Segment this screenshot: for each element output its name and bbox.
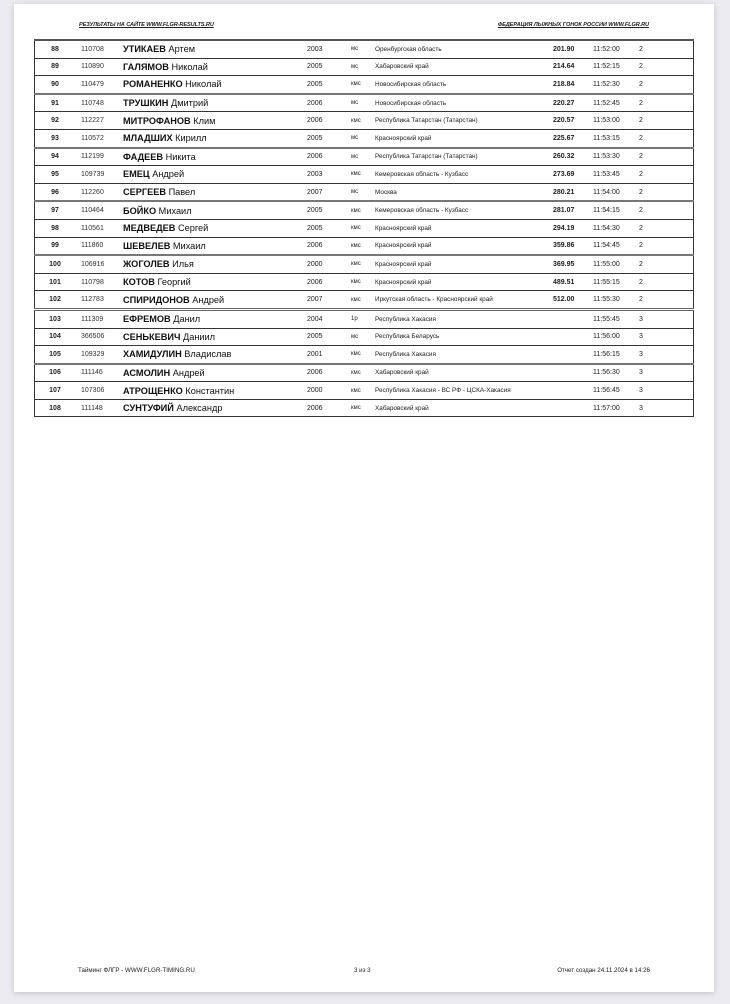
athlete-surname: СЕНЬКЕВИЧ — [123, 331, 181, 342]
athlete-surname: ХАМИДУЛИН — [123, 349, 182, 360]
athlete-surname: ТРУШКИН — [123, 98, 169, 109]
sport-rank-cell: кмс — [351, 166, 375, 184]
athlete-name-cell — [123, 201, 307, 219]
points-cell: 280.21 — [553, 183, 593, 201]
sport-rank-cell: мс — [351, 129, 375, 147]
start-group-cell: 2 — [639, 237, 694, 255]
start-group-cell: 2 — [639, 273, 694, 291]
athlete-code-cell: 112227 — [75, 112, 123, 130]
start-time-cell: 11:54:45 — [593, 237, 639, 255]
athlete-surname: ЕМЕЦ — [123, 169, 150, 180]
athlete-given-name: Андрей — [172, 367, 205, 378]
points-cell — [553, 382, 593, 400]
points-cell: 489.51 — [553, 273, 593, 291]
sport-rank-cell: мс — [351, 94, 375, 112]
athlete-surname: МЛАДШИХ — [123, 133, 173, 144]
athlete-given-name: Никита — [165, 151, 196, 162]
place-cell: 92 — [35, 112, 76, 130]
athlete-surname: СУНТУФИЙ — [123, 403, 174, 414]
points-cell: 369.95 — [553, 255, 593, 273]
athlete-given-name: Владислав — [184, 349, 232, 360]
birth-year-cell: 2005 — [307, 328, 351, 346]
athlete-given-name: Георгий — [157, 277, 191, 288]
table-row — [35, 237, 694, 255]
athlete-code-cell: 110890 — [75, 58, 123, 76]
start-group-cell: 2 — [639, 76, 694, 94]
table-row — [35, 364, 694, 382]
birth-year-cell: 2005 — [307, 129, 351, 147]
athlete-code-cell: 111309 — [75, 309, 123, 328]
sport-rank-cell: кмс — [351, 112, 375, 130]
place-cell: 89 — [35, 58, 76, 76]
athlete-surname: СЕРГЕЕВ — [123, 187, 166, 198]
birth-year-cell: 2007 — [307, 291, 351, 310]
region-cell: Оренбургская область — [375, 40, 553, 58]
athlete-name-cell — [123, 382, 307, 400]
document-page — [14, 4, 714, 992]
sport-rank-cell: кмс — [351, 237, 375, 255]
athlete-given-name: Сергей — [177, 223, 209, 234]
points-cell: 218.84 — [553, 76, 593, 94]
athlete-name-cell — [123, 328, 307, 346]
table-row — [35, 219, 694, 237]
athlete-code-cell: 110708 — [75, 40, 123, 58]
start-group-cell: 3 — [639, 309, 694, 328]
table-row — [35, 273, 694, 291]
birth-year-cell: 2006 — [307, 112, 351, 130]
athlete-name-cell — [123, 166, 307, 184]
birth-year-cell: 2005 — [307, 58, 351, 76]
sport-rank-cell: мс — [351, 183, 375, 201]
start-group-cell: 2 — [639, 58, 694, 76]
birth-year-cell: 2006 — [307, 148, 351, 166]
footer-report-created: Отчет создан 24.11.2024 в 14:26 — [557, 967, 650, 974]
sport-rank-cell: мс — [351, 40, 375, 58]
points-cell: 214.64 — [553, 58, 593, 76]
region-cell: Республика Татарстан (Татарстан) — [375, 112, 553, 130]
table-row — [35, 129, 694, 147]
table-row — [35, 382, 694, 400]
table-row — [35, 166, 694, 184]
birth-year-cell: 2006 — [307, 399, 351, 417]
table-row — [35, 309, 694, 328]
table-row — [35, 183, 694, 201]
place-cell: 93 — [35, 129, 76, 147]
table-row — [35, 76, 694, 94]
athlete-given-name: Артем — [168, 44, 196, 55]
start-group-cell: 3 — [639, 382, 694, 400]
points-cell: 273.69 — [553, 166, 593, 184]
region-cell: Кемеровская область - Кузбасс — [375, 201, 553, 219]
sport-rank-cell: мс — [351, 148, 375, 166]
footer-timing-credit: Тайминг ФЛГР - WWW.FLGR-TIMING.RU — [78, 967, 195, 974]
table-row — [35, 255, 694, 273]
place-cell: 98 — [35, 219, 76, 237]
place-cell: 107 — [35, 382, 76, 400]
table-row — [35, 40, 694, 58]
points-cell: 220.57 — [553, 112, 593, 130]
points-cell — [553, 346, 593, 364]
start-time-cell: 11:55:30 — [593, 291, 639, 310]
place-cell: 103 — [35, 309, 76, 328]
start-group-cell: 2 — [639, 94, 694, 112]
region-cell: Красноярский край — [375, 237, 553, 255]
start-list-body — [35, 40, 694, 417]
points-cell: 201.90 — [553, 40, 593, 58]
athlete-name-cell — [123, 94, 307, 112]
region-cell: Республика Хакасия — [375, 309, 553, 328]
region-cell: Красноярский край — [375, 255, 553, 273]
athlete-given-name: Даниил — [183, 331, 216, 342]
region-cell: Хабаровский край — [375, 58, 553, 76]
birth-year-cell: 2006 — [307, 273, 351, 291]
athlete-code-cell: 106916 — [75, 255, 123, 273]
athlete-name-cell — [123, 112, 307, 130]
start-time-cell: 11:56:30 — [593, 364, 639, 382]
sport-rank-cell: кмс — [351, 399, 375, 417]
place-cell: 104 — [35, 328, 76, 346]
athlete-code-cell: 110572 — [75, 129, 123, 147]
birth-year-cell: 2006 — [307, 364, 351, 382]
athlete-name-cell — [123, 237, 307, 255]
sport-rank-cell: 1р — [351, 309, 375, 328]
region-cell: Республика Хакасия — [375, 346, 553, 364]
place-cell: 97 — [35, 201, 76, 219]
sport-rank-cell: кмс — [351, 219, 375, 237]
start-time-cell: 11:56:45 — [593, 382, 639, 400]
start-group-cell: 2 — [639, 148, 694, 166]
athlete-name-cell — [123, 399, 307, 417]
athlete-code-cell: 112199 — [75, 148, 123, 166]
start-group-cell: 2 — [639, 291, 694, 310]
table-row — [35, 201, 694, 219]
athlete-code-cell: 111860 — [75, 237, 123, 255]
place-cell: 106 — [35, 364, 76, 382]
athlete-surname: УТИКАЕВ — [123, 44, 166, 55]
athlete-name-cell — [123, 40, 307, 58]
start-time-cell: 11:57:00 — [593, 399, 639, 417]
place-cell: 95 — [35, 166, 76, 184]
athlete-name-cell — [123, 183, 307, 201]
birth-year-cell: 2005 — [307, 201, 351, 219]
athlete-code-cell: 110464 — [75, 201, 123, 219]
region-cell: Республика Татарстан (Татарстан) — [375, 148, 553, 166]
points-cell — [553, 328, 593, 346]
region-cell: Красноярский край — [375, 273, 553, 291]
region-cell: Кемеровская область - Кузбасс — [375, 166, 553, 184]
start-time-cell: 11:53:15 — [593, 129, 639, 147]
athlete-given-name: Андрей — [152, 169, 185, 180]
sport-rank-cell: кмс — [351, 76, 375, 94]
athlete-given-name: Павел — [168, 187, 196, 198]
athlete-given-name: Илья — [172, 259, 194, 270]
table-row — [35, 94, 694, 112]
points-cell — [553, 364, 593, 382]
start-time-cell: 11:53:30 — [593, 148, 639, 166]
table-row — [35, 148, 694, 166]
start-group-cell: 2 — [639, 129, 694, 147]
points-cell — [553, 309, 593, 328]
place-cell: 101 — [35, 273, 76, 291]
start-time-cell: 11:53:45 — [593, 166, 639, 184]
athlete-name-cell — [123, 364, 307, 382]
athlete-code-cell: 112783 — [75, 291, 123, 310]
start-group-cell: 2 — [639, 201, 694, 219]
athlete-surname: ШЕВЕЛЕВ — [123, 240, 171, 251]
start-time-cell: 11:54:00 — [593, 183, 639, 201]
athlete-surname: МЕДВЕДЕВ — [123, 223, 176, 234]
start-time-cell: 11:56:00 — [593, 328, 639, 346]
footer-page-indicator: 3 из 3 — [354, 967, 371, 974]
athlete-given-name: Михаил — [172, 240, 206, 251]
birth-year-cell: 2005 — [307, 76, 351, 94]
sport-rank-cell: кмс — [351, 255, 375, 273]
athlete-given-name: Дмитрий — [170, 98, 209, 109]
start-list-table — [34, 39, 694, 417]
athlete-surname: СПИРИДОНОВ — [123, 294, 190, 305]
place-cell: 102 — [35, 291, 76, 310]
place-cell: 91 — [35, 94, 76, 112]
place-cell: 88 — [35, 40, 76, 58]
athlete-name-cell — [123, 129, 307, 147]
start-time-cell: 11:54:30 — [593, 219, 639, 237]
start-group-cell: 2 — [639, 219, 694, 237]
points-cell — [553, 399, 593, 417]
athlete-code-cell: 107306 — [75, 382, 123, 400]
athlete-code-cell: 366506 — [75, 328, 123, 346]
start-time-cell: 11:52:00 — [593, 40, 639, 58]
athlete-surname: ЕФРЕМОВ — [123, 314, 171, 325]
region-cell: Красноярский край — [375, 219, 553, 237]
athlete-surname: РОМАНЕНКО — [123, 79, 183, 90]
start-group-cell: 2 — [639, 166, 694, 184]
athlete-surname: АТРОЩЕНКО — [123, 385, 183, 396]
athlete-name-cell — [123, 219, 307, 237]
athlete-given-name: Михаил — [158, 205, 192, 216]
sport-rank-cell: кмс — [351, 273, 375, 291]
birth-year-cell: 2003 — [307, 40, 351, 58]
header-federation-site: ФЕДЕРАЦИЯ ЛЫЖНЫХ ГОНОК РОССИИ WWW.FLGR.RU — [497, 22, 649, 28]
sport-rank-cell: кмс — [351, 382, 375, 400]
athlete-surname: МИТРОФАНОВ — [123, 115, 191, 126]
birth-year-cell: 2004 — [307, 309, 351, 328]
athlete-name-cell — [123, 273, 307, 291]
athlete-given-name: Клим — [193, 115, 216, 126]
athlete-name-cell — [123, 148, 307, 166]
place-cell: 96 — [35, 183, 76, 201]
region-cell: Иркутская область - Красноярский край — [375, 291, 553, 310]
athlete-code-cell: 110798 — [75, 273, 123, 291]
start-group-cell: 2 — [639, 40, 694, 58]
table-row — [35, 399, 694, 417]
athlete-name-cell — [123, 58, 307, 76]
start-group-cell: 2 — [639, 183, 694, 201]
start-group-cell: 3 — [639, 364, 694, 382]
athlete-code-cell: 110748 — [75, 94, 123, 112]
points-cell: 512.00 — [553, 291, 593, 310]
points-cell: 220.27 — [553, 94, 593, 112]
table-row — [35, 291, 694, 310]
birth-year-cell: 2001 — [307, 346, 351, 364]
athlete-given-name: Кирилл — [175, 133, 207, 144]
athlete-surname: ЖОГОЛЕВ — [123, 259, 170, 270]
athlete-code-cell: 109329 — [75, 346, 123, 364]
table-row — [35, 58, 694, 76]
region-cell: Хабаровский край — [375, 399, 553, 417]
region-cell: Новосибирская область — [375, 94, 553, 112]
sport-rank-cell: мс — [351, 328, 375, 346]
start-group-cell: 3 — [639, 328, 694, 346]
athlete-given-name: Николай — [185, 79, 222, 90]
start-group-cell: 2 — [639, 112, 694, 130]
points-cell: 281.07 — [553, 201, 593, 219]
table-row — [35, 112, 694, 130]
athlete-code-cell: 110479 — [75, 76, 123, 94]
start-time-cell: 11:55:45 — [593, 309, 639, 328]
athlete-name-cell — [123, 291, 307, 310]
birth-year-cell: 2000 — [307, 382, 351, 400]
region-cell: Республика Беларусь — [375, 328, 553, 346]
region-cell: Хабаровский край — [375, 364, 553, 382]
sport-rank-cell: кмс — [351, 291, 375, 310]
birth-year-cell: 2006 — [307, 237, 351, 255]
athlete-given-name: Александр — [176, 403, 223, 414]
athlete-surname: БОЙКО — [123, 205, 157, 216]
start-group-cell: 2 — [639, 255, 694, 273]
athlete-given-name: Константин — [185, 385, 235, 396]
place-cell: 90 — [35, 76, 76, 94]
birth-year-cell: 2000 — [307, 255, 351, 273]
athlete-name-cell — [123, 76, 307, 94]
sport-rank-cell: мс — [351, 58, 375, 76]
athlete-code-cell: 109739 — [75, 166, 123, 184]
athlete-code-cell: 111146 — [75, 364, 123, 382]
start-time-cell: 11:54:15 — [593, 201, 639, 219]
athlete-given-name: Данил — [173, 314, 201, 325]
table-row — [35, 328, 694, 346]
points-cell: 260.32 — [553, 148, 593, 166]
athlete-surname: АСМОЛИН — [123, 367, 171, 378]
start-group-cell: 3 — [639, 399, 694, 417]
birth-year-cell: 2006 — [307, 94, 351, 112]
region-cell: Новосибирская область — [375, 76, 553, 94]
birth-year-cell: 2005 — [307, 219, 351, 237]
place-cell: 108 — [35, 399, 76, 417]
points-cell: 294.19 — [553, 219, 593, 237]
region-cell: Москва — [375, 183, 553, 201]
sport-rank-cell: кмс — [351, 364, 375, 382]
start-time-cell: 11:53:00 — [593, 112, 639, 130]
start-time-cell: 11:52:30 — [593, 76, 639, 94]
place-cell: 99 — [35, 237, 76, 255]
athlete-given-name: Николай — [171, 61, 208, 72]
points-cell: 359.86 — [553, 237, 593, 255]
sport-rank-cell: кмс — [351, 346, 375, 364]
athlete-name-cell — [123, 255, 307, 273]
place-cell: 94 — [35, 148, 76, 166]
start-time-cell: 11:52:45 — [593, 94, 639, 112]
place-cell: 100 — [35, 255, 76, 273]
athlete-code-cell: 112260 — [75, 183, 123, 201]
region-cell: Красноярский край — [375, 129, 553, 147]
athlete-surname: КОТОВ — [123, 277, 155, 288]
start-time-cell: 11:52:15 — [593, 58, 639, 76]
region-cell: Республика Хакасия - ВС РФ - ЦСКА-Хакасия — [375, 382, 553, 400]
place-cell: 105 — [35, 346, 76, 364]
birth-year-cell: 2003 — [307, 166, 351, 184]
start-group-cell: 3 — [639, 346, 694, 364]
birth-year-cell: 2007 — [307, 183, 351, 201]
athlete-given-name: Андрей — [192, 294, 225, 305]
athlete-code-cell: 111148 — [75, 399, 123, 417]
sport-rank-cell: кмс — [351, 201, 375, 219]
athlete-name-cell — [123, 309, 307, 328]
athlete-surname: ФАДЕЕВ — [123, 151, 164, 162]
athlete-surname: ГАЛЯМОВ — [123, 61, 169, 72]
athlete-code-cell: 110561 — [75, 219, 123, 237]
start-time-cell: 11:55:00 — [593, 255, 639, 273]
header-results-site: РЕЗУЛЬТАТЫ НА САЙТЕ WWW.FLGR-RESULTS.RU — [79, 22, 214, 28]
start-time-cell: 11:55:15 — [593, 273, 639, 291]
points-cell: 225.67 — [553, 129, 593, 147]
athlete-name-cell — [123, 346, 307, 364]
table-row — [35, 346, 694, 364]
start-time-cell: 11:56:15 — [593, 346, 639, 364]
